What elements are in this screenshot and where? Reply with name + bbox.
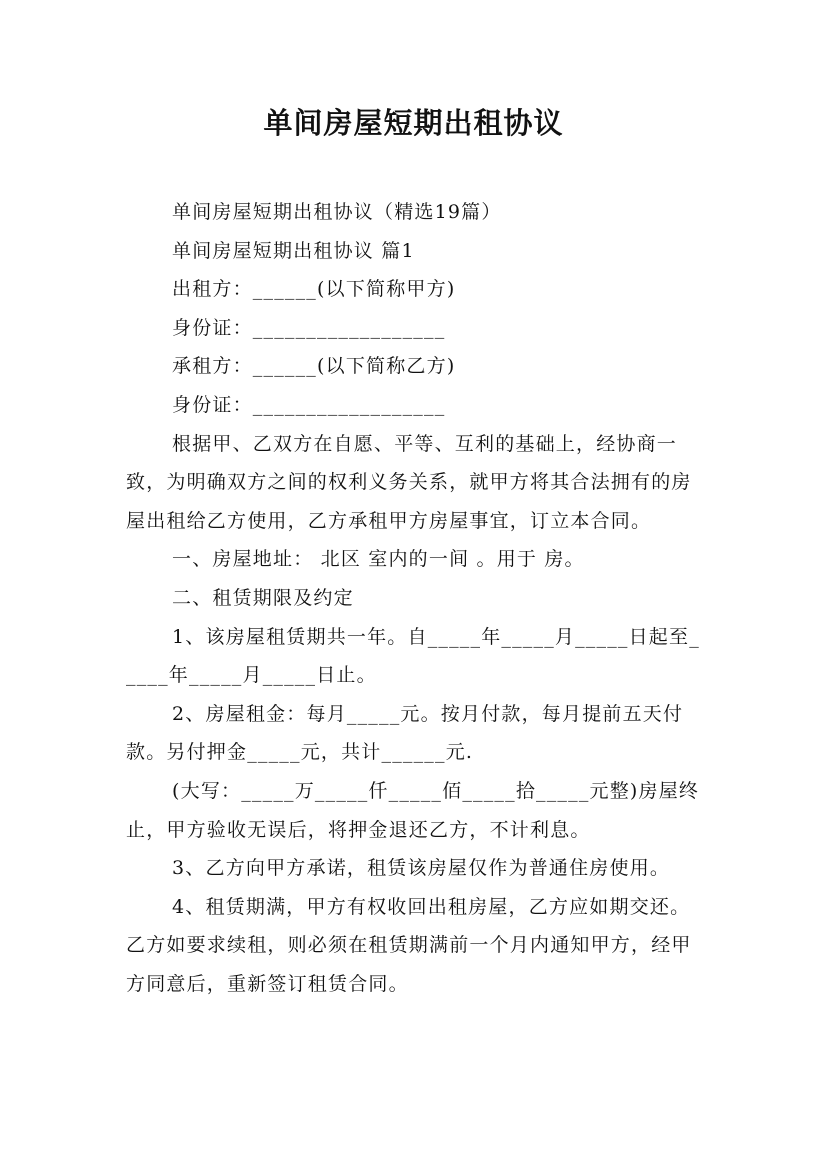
paragraph-term-period: 1、该房屋租赁期共一年。自_____年_____月_____日起至_____年_____月_____日止。 (126, 625, 700, 687)
paragraph-renewal: 4、租赁期满，甲方有权收回出租房屋，乙方应如期交还。乙方如要求续租，则必须在租赁期满前一个月内通知甲方，经甲方同意后，重新签订租赁合同。 (126, 895, 692, 995)
paragraph-lessor: 出租方：______(以下简称甲方) (172, 278, 456, 301)
paragraph-usage: 3、乙方向甲方承诺，租赁该房屋仅作为普通住房使用。 (172, 857, 671, 880)
paragraph-deposit-amount: (大写：_____万_____仟_____佰_____拾_____元整)房屋终止，甲方验收无误后，将押金退还乙方，不计利息。 (126, 779, 700, 841)
document-body (126, 193, 706, 1003)
paragraph-subtitle: 单间房屋短期出租协议（精选19篇） (172, 201, 502, 223)
document-title: 单间房屋短期出租协议 (263, 106, 564, 140)
paragraph-term-heading: 二、租赁期限及约定 (172, 586, 354, 609)
paragraph-lessee-id: 身份证：__________________ (172, 393, 446, 416)
paragraph-lessor-id: 身份证：__________________ (172, 316, 446, 339)
paragraph-lessee: 承租方：______(以下简称乙方) (172, 355, 456, 378)
paragraph-preamble: 根据甲、乙双方在自愿、平等、互利的基础上，经协商一致，为明确双方之间的权利义务关系，就甲方将其合法拥有的房屋出租给乙方使用，乙方承租甲方房屋事宜，订立本合同。 (126, 432, 692, 532)
paragraph-address: 一、房屋地址： 北区 室内的一间 。用于 房。 (172, 548, 585, 571)
paragraph-chapter-heading: 单间房屋短期出租协议 篇1 (172, 239, 415, 262)
paragraph-rent: 2、房屋租金：每月_____元。按月付款，每月提前五天付款。另付押金_____元，共计______元. (126, 702, 684, 764)
